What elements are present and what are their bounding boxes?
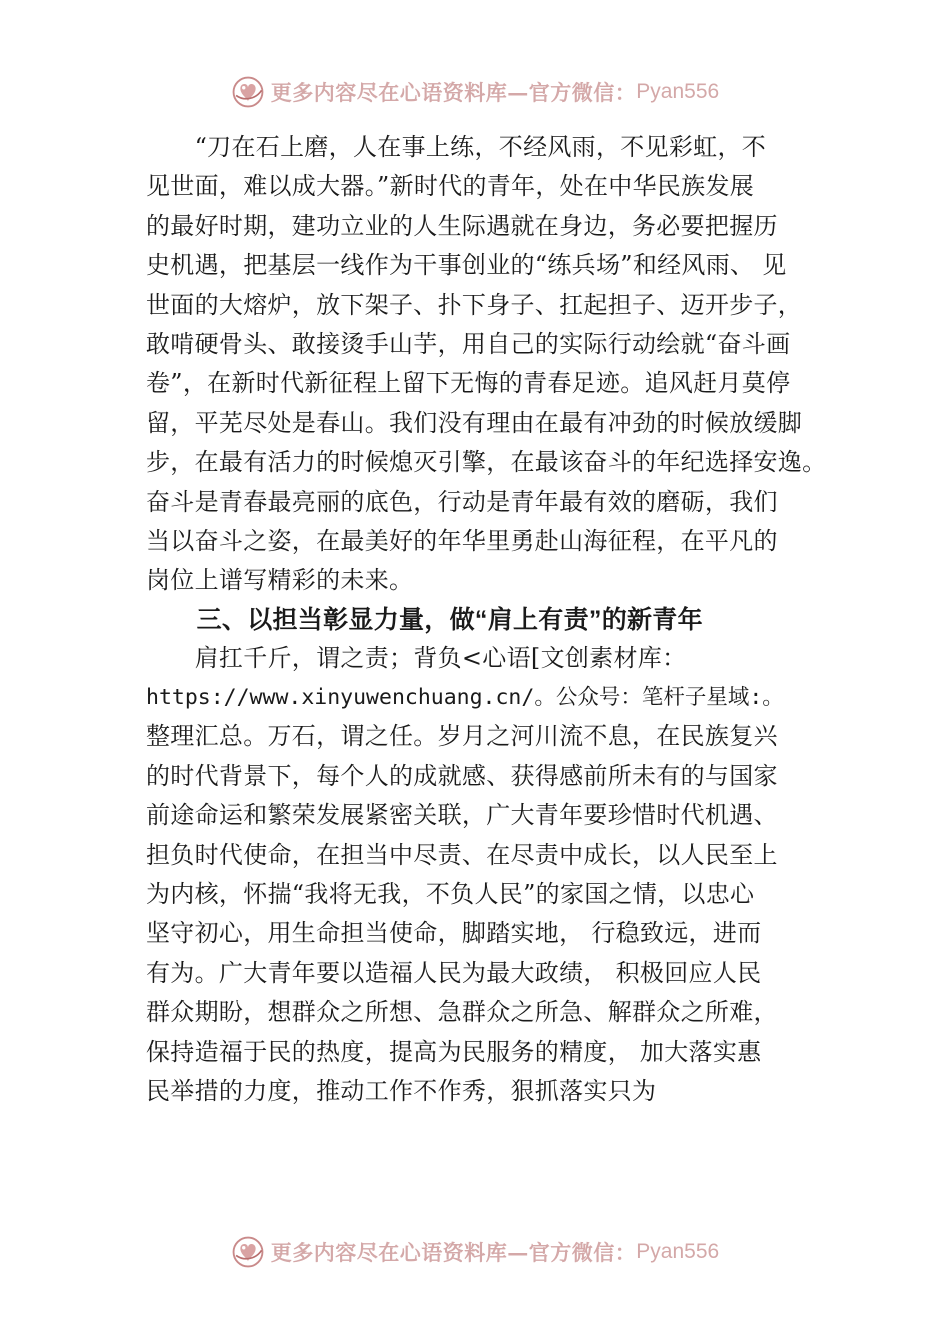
text-line: 留，平芜尽处是春山。我们没有理由在最有冲劲的时候放缓脚 [146, 408, 803, 437]
document-body [146, 128, 846, 1111]
watermark-banner-bottom [0, 1232, 950, 1272]
text-line: 保持造福于民的热度，提高为民服务的精度， 加大落实惠 [146, 1037, 762, 1066]
text-line: 民举措的力度，推动工作不作秀，狠抓落实只为 [146, 1076, 657, 1105]
text-line: 见世面，难以成大器。”新时代的青年，处在中华民族发展 [146, 172, 755, 201]
text-line: 敢啃硬骨头、敢接烫手山芋，用自己的实际行动绘就“奋斗画 [146, 329, 791, 358]
heart-swirl-logo-icon [231, 75, 265, 109]
text-line: 有为。广大青年要以造福人民为最大政绩， 积极回应人民 [146, 958, 762, 987]
watermark-text: 更多内容尽在心语资料库—官方微信： [270, 80, 637, 105]
text-line: 史机遇，把基层一线作为干事创业的“练兵场”和经风雨、 见 [146, 251, 787, 280]
text-line: 的最好时期，建功立业的人生际遇就在身边，务必要把握历 [146, 211, 778, 240]
text-line: 的时代背景下，每个人的成就感、获得感前所未有的与国家 [146, 761, 778, 790]
text-line: 坚守初心，用生命担当使命，脚踏实地， 行稳致远，进而 [146, 919, 762, 948]
text-line: 整理汇总。万石，谓之任。岁月之河川流不息，在民族复兴 [146, 722, 778, 751]
url-line: https://www.xinyuwenchuang.cn/。公众号：笔杆子星域:。 [146, 685, 784, 711]
text-line: 肩扛千斤，谓之责；背负<心语[文创素材库： [146, 643, 687, 672]
text-line: 岗位上谱写精彩的未来。 [146, 566, 414, 595]
text-line: 卷”，在新时代新征程上留下无悔的青春足迹。追风赶月莫停 [146, 369, 791, 398]
watermark-wechat-id: Pyan556 [636, 1240, 720, 1263]
text-line: 世面的大熔炉，放下架子、扑下身子、扛起担子、迈开步子， [146, 290, 803, 319]
watermark-text: 更多内容尽在心语资料库—官方微信： [270, 1240, 637, 1265]
text-line: 步，在最有活力的时候熄灭引擎，在最该奋斗的年纪选择安逸。 [146, 448, 827, 477]
text-line: 群众期盼，想群众之所想、急群众之所急、解群众之所难， [146, 998, 778, 1027]
watermark-wechat-id: Pyan556 [636, 80, 720, 103]
heart-swirl-logo-icon [231, 1235, 265, 1269]
text-line: 当以奋斗之姿，在最美好的年华里勇赴山海征程，在平凡的 [146, 526, 778, 555]
text-line: 奋斗是青春最亮丽的底色，行动是青年最有效的磨砺，我们 [146, 487, 778, 516]
text-line: 担负时代使命，在担当中尽责、在尽责中成长，以人民至上 [146, 840, 778, 869]
text-line: “刀在石上磨，人在事上练，不经风雨，不见彩虹，不 [146, 133, 767, 161]
text-line: 为内核，怀揣“我将无我，不负人民”的家国之情，以忠心 [146, 880, 755, 909]
text-line: 前途命运和繁荣发展紧密关联，广大青年要珍惜时代机遇、 [146, 801, 778, 830]
watermark-banner-top [0, 72, 950, 112]
section-heading: 三、以担当彰显力量，做“肩上有责”的新青年 [146, 605, 703, 634]
